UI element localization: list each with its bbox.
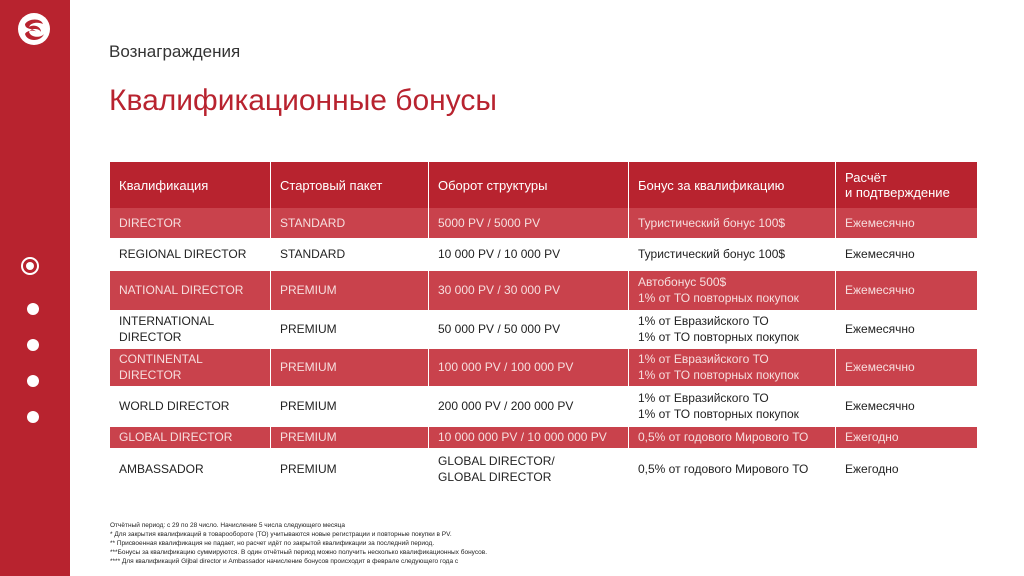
table-row [110, 386, 977, 426]
table-cell: AMBASSADOR [110, 448, 271, 490]
table-row [110, 208, 977, 238]
table-cell: Ежемесячно [836, 270, 978, 310]
table-cell: Туристический бонус 100$ [629, 238, 836, 270]
table-cell: WORLD DIRECTOR [110, 386, 271, 426]
page-title: Квалификационные бонусы [109, 84, 497, 117]
table-row [110, 270, 977, 310]
table-cell: Туристический бонус 100$ [629, 208, 836, 238]
table-cell: CONTINENTAL DIRECTOR [110, 348, 271, 386]
table-cell: DIRECTOR [110, 208, 271, 238]
slide-nav-dot[interactable] [27, 339, 39, 351]
table-cell: INTERNATIONAL DIRECTOR [110, 310, 271, 348]
footnote: **** Для квалификаций Gljbal director и Ambassador начисление бонусов происходит в феврале следующего года с [110, 558, 459, 565]
table-cell: 0,5% от годового Мирового ТО [629, 426, 836, 448]
footnote: ** Присвоенная квалификация не падает, но расчет идёт по закрытой квалификации за последний период. [110, 540, 435, 547]
table-cell: 30 000 PV / 30 000 PV [429, 270, 629, 310]
slide-nav-dot[interactable] [27, 303, 39, 315]
table-row [110, 348, 977, 386]
column-header: Оборот структуры [429, 162, 629, 208]
table-cell: PREMIUM [271, 310, 429, 348]
table-cell: PREMIUM [271, 348, 429, 386]
table-cell: PREMIUM [271, 426, 429, 448]
table-cell: PREMIUM [271, 448, 429, 490]
brand-logo-icon [17, 12, 51, 46]
table-cell: Ежемесячно [836, 310, 978, 348]
footnote: ***Бонусы за квалификацию суммируются. В один отчётный период можно получить несколько квалификационных бонусов. [110, 549, 488, 556]
table-row [110, 310, 977, 348]
table-cell: STANDARD [271, 238, 429, 270]
column-header: Стартовый пакет [271, 162, 429, 208]
table-cell: 50 000 PV / 50 000 PV [429, 310, 629, 348]
table-cell: 1% от Евразийского ТО 1% от ТО повторных покупок [629, 348, 836, 386]
table-cell: Ежемесячно [836, 238, 978, 270]
slide-nav-dot-active[interactable] [21, 257, 39, 275]
table-cell: 5000 PV / 5000 PV [429, 208, 629, 238]
table-cell: 10 000 000 PV / 10 000 000 PV [429, 426, 629, 448]
table-cell: REGIONAL DIRECTOR [110, 238, 271, 270]
slide-nav-dot[interactable] [27, 375, 39, 387]
sidebar [0, 0, 70, 576]
table-cell: Ежегодно [836, 448, 978, 490]
table-cell: STANDARD [271, 208, 429, 238]
slide-nav-dot[interactable] [27, 411, 39, 423]
footnote: * Для закрытия квалификаций в товарообороте (ТО) учитываются новые регистрации и повторные покупки в PV. [110, 531, 452, 538]
table-cell: 0,5% от годового Мирового ТО [629, 448, 836, 490]
table-row [110, 238, 977, 270]
table-row [110, 448, 977, 490]
table-cell: Автобонус 500$ 1% от ТО повторных покупок [629, 270, 836, 310]
table-cell: 10 000 PV / 10 000 PV [429, 238, 629, 270]
column-header: Бонус за квалификацию [629, 162, 836, 208]
table-cell: GLOBAL DIRECTOR [110, 426, 271, 448]
footnotes [110, 521, 487, 566]
table-cell: NATIONAL DIRECTOR [110, 270, 271, 310]
table-cell: 200 000 PV / 200 000 PV [429, 386, 629, 426]
table-cell: GLOBAL DIRECTOR/ GLOBAL DIRECTOR [429, 448, 629, 490]
table-cell: PREMIUM [271, 270, 429, 310]
footnote: Отчётный период: с 29 по 28 число. Начисление 5 числа следующего месяца [110, 522, 345, 529]
table-cell: Ежемесячно [836, 348, 978, 386]
table-cell: Ежегодно [836, 426, 978, 448]
qualification-bonus-table [110, 162, 977, 491]
table-cell: Ежемесячно [836, 208, 978, 238]
column-header: Расчёт и подтверждение [836, 162, 978, 208]
page-subtitle: Вознаграждения [109, 42, 241, 61]
table-cell: PREMIUM [271, 386, 429, 426]
table-cell: 1% от Евразийского ТО 1% от ТО повторных покупок [629, 386, 836, 426]
table-cell: 1% от Евразийского ТО 1% от ТО повторных покупок [629, 310, 836, 348]
table-row [110, 426, 977, 448]
table-cell: 100 000 PV / 100 000 PV [429, 348, 629, 386]
table-header-row [110, 162, 977, 208]
table-cell: Ежемесячно [836, 386, 978, 426]
column-header: Квалификация [110, 162, 271, 208]
